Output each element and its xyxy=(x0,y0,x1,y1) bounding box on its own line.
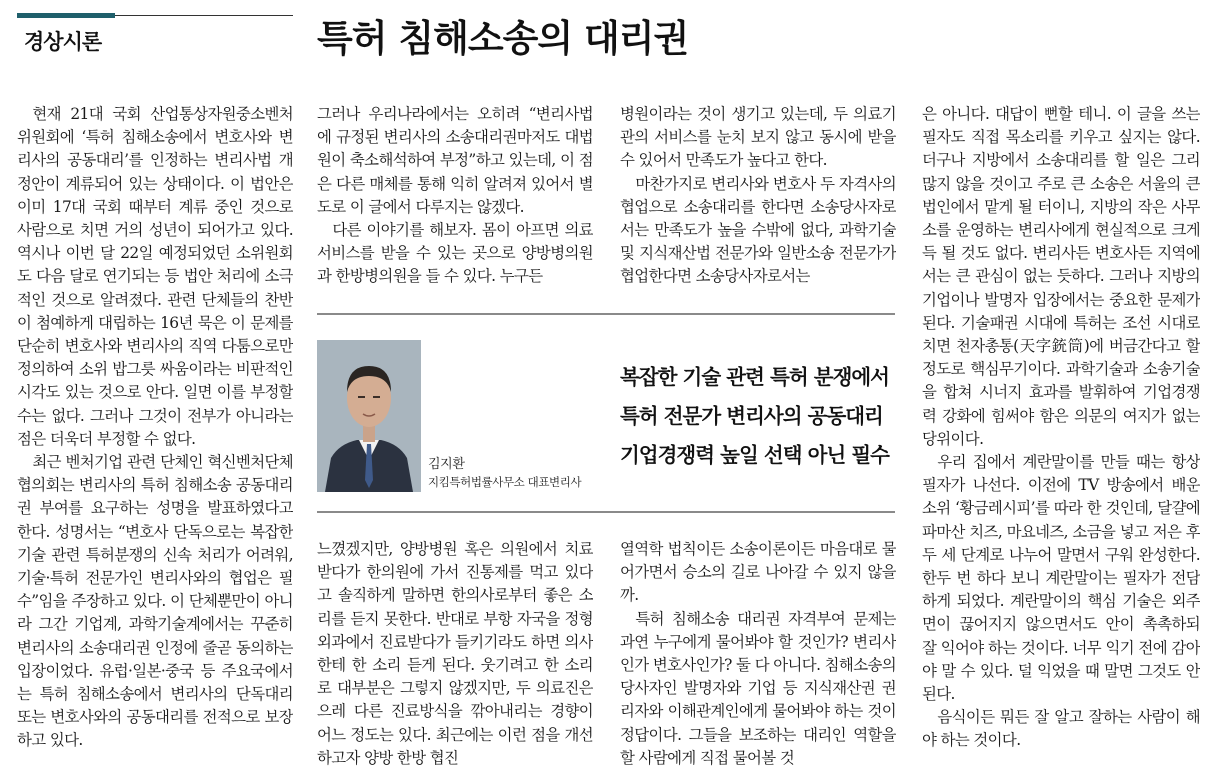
article-column-4 xyxy=(922,103,1200,781)
paragraph: 열역학 법칙이든 소송이론이든 마음대로 물어가면서 승소의 길로 나아갈 수 있지 않을까. xyxy=(620,540,896,605)
article-column-1 xyxy=(17,103,293,781)
section-rule xyxy=(115,15,293,16)
paragraph: 음식이든 뭐든 잘 알고 잘하는 사람이 해야 하는 것이다. xyxy=(922,708,1200,750)
feature-box-top-rule xyxy=(317,313,895,315)
pull-quote-line: 특허 전문가 변리사의 공동대리 xyxy=(620,404,883,428)
paragraph: 우리 집에서 계란말이를 만들 때는 항상 필자가 나선다. 이전에 TV 방송에서 배운 소위 ‘황금레시피’를 따라 한 것인데, 달걀에 파마산 치즈, 마요네즈, 소금을 넣고 저은 후 두 세 단계로 나누어 말면서 구워 완성한다. 한두 번 하다 보니 계란말이는 필자가 전담하게 되었다. 계란말이의 핵심 기술은 외주면이 끊어지지 않으면서도 안이 촉촉하되 잘 익어야 하는 것이다. 너무 익기 전에 감아야 말 수 있다. 덜 익었을 때 말면 그것도 안 된다. xyxy=(922,453,1200,704)
pull-quote-line: 복잡한 기술 관련 특허 분쟁에서 xyxy=(620,365,889,389)
paragraph: 최근 벤처기업 관련 단체인 혁신벤처단체협의회는 변리사의 특허 침해소송 공동대리권 부여를 요구하는 성명을 발표하였다고 한다. 성명서는 “변호사 단독으로는 복잡한 기술 관련 특허분쟁의 신속 처리가 어려워, 기술·특허 전문가인 변리사와의 협업은 필수”임을 주장하고 있다. 이 단체뿐만이 아니라 그간 기업계, 과학기술계에서는 꾸준히 변리사의 소송대리권 인정에 줄곧 동의하는 입장이었다. 유럽·일본·중국 등 주요국에서는 특허 침해소송에서 변리사의 단독대리 또는 변호사와의 공동대리를 전적으로 보장하고 있다. xyxy=(17,453,293,750)
paragraph: 현재 21대 국회 산업통상자원중소벤처 위원회에 ‘특허 침해소송에서 변호사와 변리사의 공동대리’를 인정하는 변리사법 개정안이 계류되어 있는 상태이다. 이 법안은 이미 17대 국회 때부터 계류 중인 것으로 사람으로 치면 거의 성년이 되어가고 있다. 역시나 이번 달 22일 예정되었던 소위원회도 다음 달로 연기되는 등 법안 처리에 소극적인 것으로 알려졌다. 관련 단체들의 찬반이 첨예하게 대립하는 16년 묵은 이 문제를 단순히 변호사와 변리사의 직역 다툼으로만 정의하여 소위 밥그릇 싸움이라는 비판적인 시각도 있는 것으로 안다. 일면 이를 부정할 수는 없다. 그러나 그것이 전부가 아니라는 점은 더욱더 부정할 수 없다. xyxy=(17,105,293,448)
article-column-2-bottom xyxy=(317,538,593,781)
paragraph: 병원이라는 것이 생기고 있는데, 두 의료기관의 서비스를 눈치 보지 않고 동시에 받을 수 있어서 만족도가 높다고 한다. xyxy=(620,105,896,170)
paragraph: 은 아니다. 대답이 뻔할 테니. 이 글을 쓰는 필자도 직접 목소리를 키우고 싶지는 않다. 더구나 지방에서 소송대리를 할 일은 그리 많지 않을 것이고 주로 큰 소송은 서울의 큰 법인에서 맡게 될 터이니, 지방의 작은 사무소를 운영하는 변리사에게 현실적으로 크게 득 될 것도 없다. 변리사든 변호사든 지역에서는 큰 관심이 없는 듯하다. 그러나 지방의 기업이나 발명자 입장에서는 중요한 문제가 된다. 기술패권 시대에 특허는 조선 시대로 치면 천자총통(天字銃筒)에 버금간다고 할 정도로 핵심무기이다. 과학기술과 소송기술을 합쳐 시너지 효과를 발휘하여 기업경쟁력 강화에 힘써야 함은 의문의 여지가 없는 당위이다. xyxy=(922,105,1200,448)
section-label: 경상시론 xyxy=(24,30,102,54)
paragraph: 느꼈겠지만, 양방병원 혹은 의원에서 치료받다가 한의원에 가서 진통제를 먹고 있다고 솔직하게 말하면 한의사로부터 좋은 소리를 듣지 못한다. 반대로 부항 자국을 정형외과에서 진료받다가 들키기라도 하면 의사한테 한 소리 듣게 된다. 웃기려고 한 소리로 대부분은 그렇지 않겠지만, 두 의료진은 으레 다른 진료방식을 깎아내리는 경향이 어느 정도는 있다. 최근에는 이런 점을 개선하고자 양방 한방 협진 xyxy=(317,540,593,767)
section-accent-bar xyxy=(17,13,115,18)
article-column-2-top xyxy=(317,103,593,289)
paragraph: 다른 이야기를 해보자. 몸이 아프면 의료서비스를 받을 수 있는 곳으로 양방병의원과 한방병의원을 들 수 있다. 누구든 xyxy=(317,221,593,286)
article-column-3-top xyxy=(620,103,896,289)
author-title: 지킴특허법률사무소 대표변리사 xyxy=(428,475,582,489)
pull-quote-line: 기업경쟁력 높일 선택 아닌 필수 xyxy=(620,443,889,467)
author-photo xyxy=(317,340,421,492)
article-headline: 특허 침해소송의 대리권 xyxy=(317,17,689,60)
author-name: 김지환 xyxy=(428,457,465,472)
paragraph: 그러나 우리나라에서는 오히려 “변리사법에 규정된 변리사의 소송대리권마저도 대법원이 축소해석하여 부정”하고 있는데, 이 점은 다른 매체를 통해 익히 알려져 있어서 별도로 이 글에서 다루지는 않겠다. xyxy=(317,105,593,216)
paragraph: 마찬가지로 변리사와 변호사 두 자격사의 협업으로 소송대리를 한다면 소송당사자로서는 만족도가 높을 수밖에 없다, 과학기술 및 지식재산법 전문가와 일반소송 전문가가 협업한다면 소송당사자로서는 xyxy=(620,174,896,286)
article-column-3-bottom xyxy=(620,538,896,781)
feature-box-bottom-rule xyxy=(317,511,895,513)
paragraph: 특허 침해소송 대리권 자격부여 문제는 과연 누구에게 물어봐야 할 것인가? 변리사인가 변호사인가? 둘 다 아니다. 침해소송의 당사자인 발명자와 기업 등 지식재산권 권리자와 이해관계인에게 물어봐야 하는 것이 정답이다. 그들을 보조하는 대리인 역할을 할 사람에게 직접 물어볼 것 xyxy=(620,609,896,767)
